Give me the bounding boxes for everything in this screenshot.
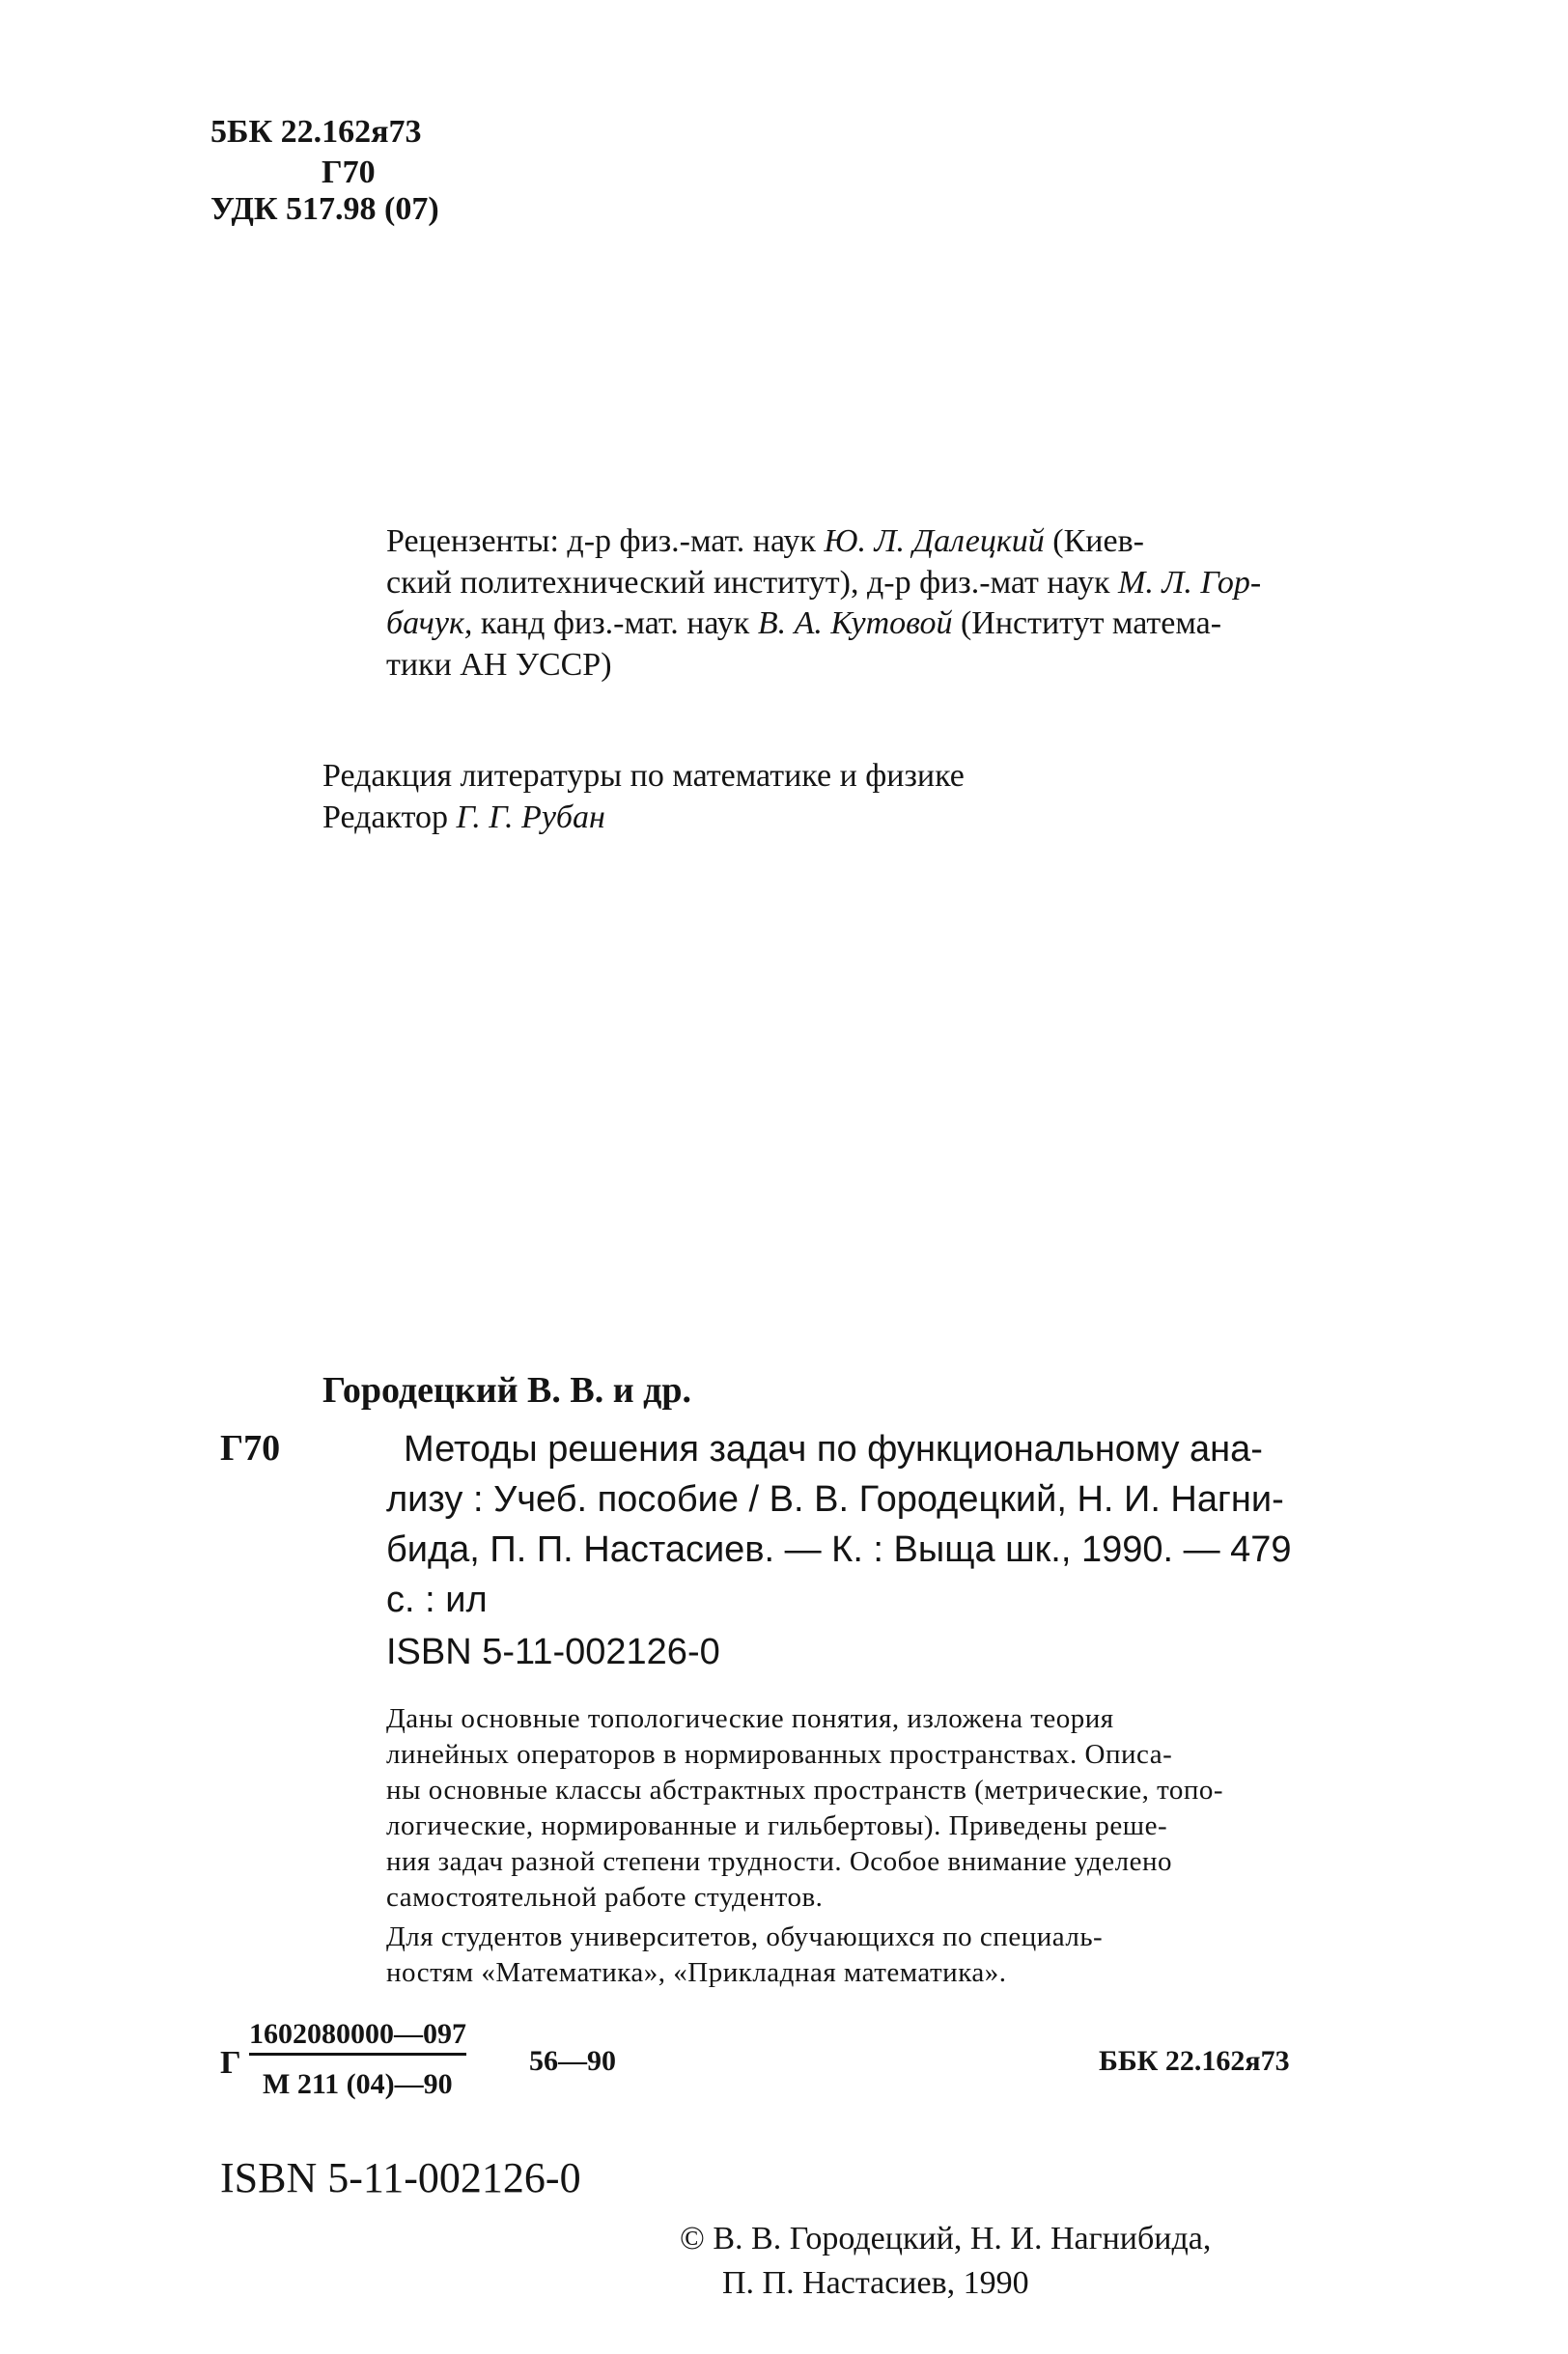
abstract-line: ния задач разной степени трудности. Особое внимание уделено [386, 1846, 1172, 1877]
reviewers-line-1 [386, 523, 1144, 560]
reviewers-text: канд физ.-мат. наук [472, 605, 758, 641]
abstract-line: ны основные классы абстрактных пространств (метрические, топо- [386, 1775, 1224, 1806]
bbk-footer-code: ББК 22.162я73 [1099, 2045, 1290, 2077]
abstract-line: Даны основные топологические понятия, изложена теория [386, 1703, 1114, 1734]
udk-code: УДК 517.98 (07) [210, 191, 439, 227]
copyright-line-2: П. П. Настасиев, 1990 [722, 2265, 1029, 2301]
reviewers-text: Рецензенты: д-р физ.-мат. наук [386, 523, 825, 559]
reviewers-text: (Институт матема- [952, 605, 1222, 641]
code-prefix: Г [220, 2045, 241, 2081]
catalog-index: Г70 [220, 1428, 281, 1469]
reviewer-name: бачук, [386, 605, 473, 641]
code-denominator: М 211 (04)—90 [263, 2068, 453, 2100]
catalog-desc-line-2: лизу : Учеб. пособие / В. В. Городецкий, Н. И. Нагни- [386, 1479, 1284, 1520]
catalog-author: Городецкий В. В. и др. [322, 1370, 691, 1411]
footer-isbn: ISBN 5-11-002126-0 [220, 2154, 581, 2201]
abstract-line: линейных операторов в нормированных пространствах. Описа- [386, 1739, 1173, 1770]
editor-line [322, 799, 605, 836]
reviewer-name: М. Л. Гор- [1118, 565, 1262, 601]
audience-line: ностям «Математика», «Прикладная математика». [386, 1957, 1007, 1988]
catalog-isbn: ISBN 5-11-002126-0 [386, 1632, 720, 1672]
code-suffix: 56—90 [529, 2045, 616, 2077]
reviewers-line-4: тики АН УССР) [386, 647, 612, 683]
catalog-desc-line-1: Методы решения задач по функциональному ана- [404, 1429, 1263, 1470]
bbk-code: 5БК 22.162я73 [210, 114, 422, 150]
audience-line: Для студентов университетов, обучающихся по специаль- [386, 1921, 1104, 1952]
editorial-office: Редакция литературы по математике и физике [322, 758, 965, 794]
reviewers-line-3 [386, 605, 1221, 642]
author-mark-code: Г70 [322, 154, 376, 190]
editor-name: Г. Г. Рубан [456, 799, 605, 835]
reviewers-text: (Киев- [1044, 523, 1144, 559]
abstract-line: логические, нормированные и гильбертовы). Приведены реше- [386, 1810, 1168, 1841]
code-numerator: 1602080000—097 [249, 2018, 466, 2056]
copyright-line-1: © В. В. Городецкий, Н. И. Нагнибида, [680, 2221, 1212, 2256]
reviewer-name: Ю. Л. Далецкий [824, 523, 1045, 559]
editor-label: Редактор [322, 799, 457, 835]
reviewers-line-2 [386, 565, 1261, 602]
reviewer-name: В. А. Кутовой [757, 605, 953, 641]
abstract-line: самостоятельной работе студентов. [386, 1882, 824, 1913]
catalog-desc-line-3: бида, П. П. Настасиев. — К. : Выща шк., 1990. — 479 [386, 1529, 1292, 1570]
reviewers-text: ский политехнический институт), д-р физ.-мат наук [386, 565, 1118, 601]
catalog-desc-line-4: с. : ил [386, 1580, 488, 1620]
